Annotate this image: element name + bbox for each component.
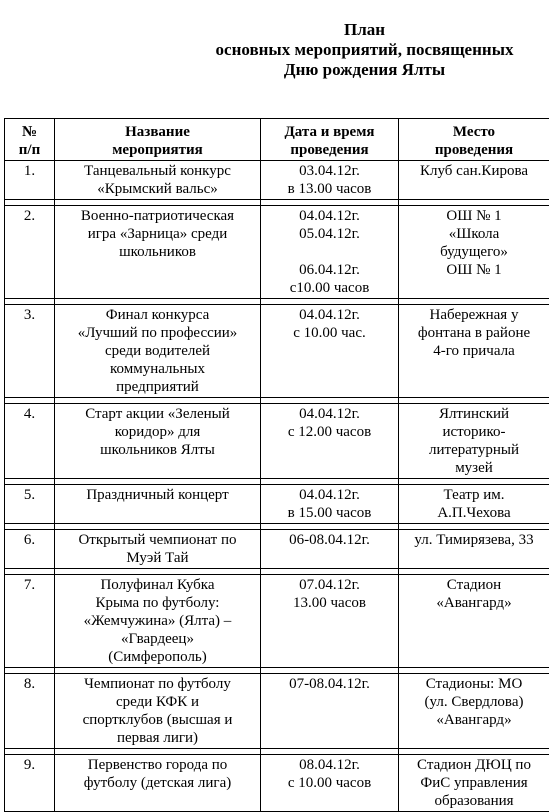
events-table (4, 118, 549, 812)
title-line-1: План (180, 20, 549, 40)
event-date: 04.04.12г. с 12.00 часов (261, 404, 399, 479)
event-name: Открытый чемпионат по Муэй Тай (55, 530, 261, 569)
row-number: 5. (5, 485, 55, 524)
event-date: 07.04.12г. 13.00 часов (261, 575, 399, 668)
event-venue: ОШ № 1 «Школа будущего» ОШ № 1 (399, 206, 549, 299)
event-venue: Стадионы: МО (ул. Свердлова) «Авангард» (399, 674, 549, 749)
event-date: 04.04.12г. в 15.00 часов (261, 485, 399, 524)
event-date: 04.04.12г. с 10.00 час. (261, 305, 399, 398)
event-name: Чемпионат по футболу среди КФК и спортклубов (высшая и первая лиги) (55, 674, 261, 749)
event-venue: ул. Тимирязева, 33 (399, 530, 549, 569)
title-line-2: основных мероприятий, посвященных (180, 40, 549, 60)
event-venue: Стадион ДЮЦ по ФиС управления образования (399, 755, 549, 812)
row-number: 1. (5, 161, 55, 200)
row-number: 8. (5, 674, 55, 749)
title-line-3: Дню рождения Ялты (180, 60, 549, 80)
event-name: Танцевальный конкурс «Крымский вальс» (55, 161, 261, 200)
header-number: № п/п (5, 119, 55, 161)
event-name: Полуфинал Кубка Крыма по футболу: «Жемчужина» (Ялта) – «Гвардеец» (Симферополь) (55, 575, 261, 668)
event-date: 03.04.12г. в 13.00 часов (261, 161, 399, 200)
table-row (5, 575, 549, 668)
event-name: Праздничный концерт (55, 485, 261, 524)
document-title (180, 20, 549, 80)
row-number: 9. (5, 755, 55, 812)
header-event-name: Название мероприятия (55, 119, 261, 161)
event-venue: Театр им. А.П.Чехова (399, 485, 549, 524)
table-row (5, 485, 549, 524)
event-venue: Набережная у фонтана в районе 4-го причала (399, 305, 549, 398)
table-row (5, 305, 549, 398)
event-date: 04.04.12г. 05.04.12г. 06.04.12г. с10.00 часов (261, 206, 399, 299)
table-row (5, 530, 549, 569)
row-number: 6. (5, 530, 55, 569)
event-venue: Стадион «Авангард» (399, 575, 549, 668)
event-date: 06-08.04.12г. (261, 530, 399, 569)
table-row (5, 674, 549, 749)
row-number: 3. (5, 305, 55, 398)
event-name: Старт акции «Зеленый коридор» для школьников Ялты (55, 404, 261, 479)
table-row (5, 404, 549, 479)
row-number: 2. (5, 206, 55, 299)
header-venue: Место проведения (399, 119, 549, 161)
row-number: 7. (5, 575, 55, 668)
row-number: 4. (5, 404, 55, 479)
event-venue: Ялтинский историко- литературный музей (399, 404, 549, 479)
event-date: 07-08.04.12г. (261, 674, 399, 749)
header-date-time: Дата и время проведения (261, 119, 399, 161)
event-name: Военно-патриотическая игра «Зарница» среди школьников (55, 206, 261, 299)
table-row (5, 206, 549, 299)
event-name: Финал конкурса «Лучший по профессии» среди водителей коммунальных предприятий (55, 305, 261, 398)
table-row (5, 755, 549, 812)
table-row (5, 161, 549, 200)
event-date: 08.04.12г. с 10.00 часов (261, 755, 399, 812)
event-venue: Клуб сан.Кирова (399, 161, 549, 200)
table-header-row (5, 119, 549, 161)
event-name: Первенство города по футболу (детская лига) (55, 755, 261, 812)
